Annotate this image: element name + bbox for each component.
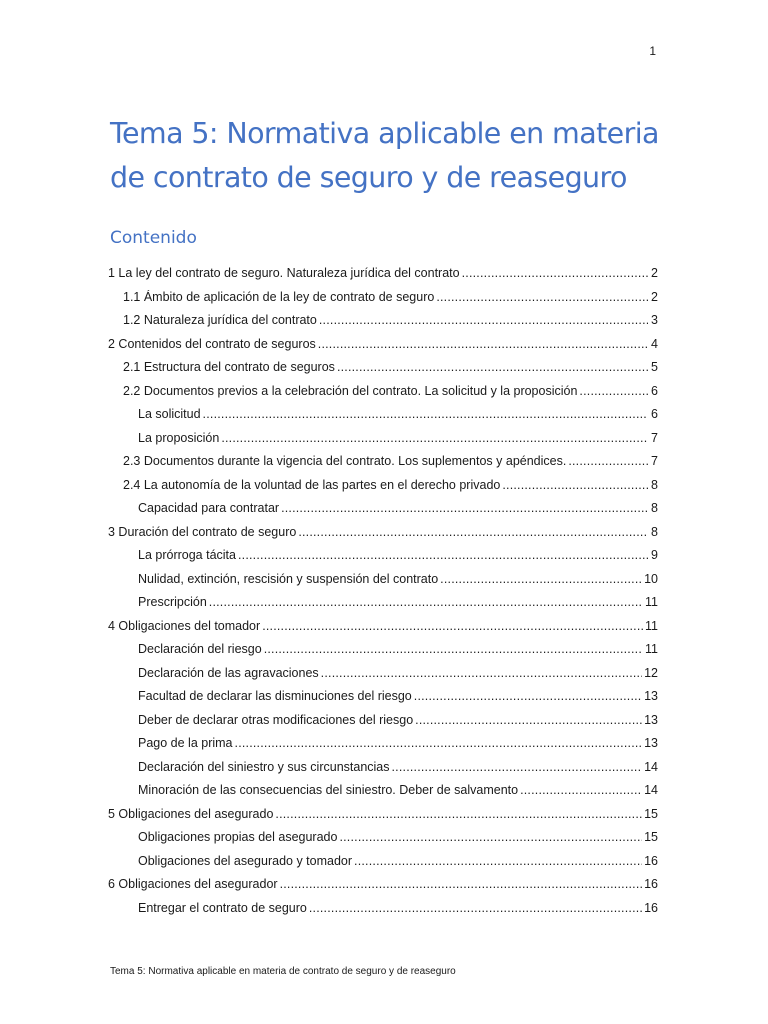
toc-entry-text: Prescripción (138, 595, 207, 609)
toc-entry-text: 2.4 La autonomía de la voluntad de las partes en el derecho privado (123, 477, 501, 492)
toc-entry[interactable] (108, 572, 658, 596)
toc-page-number: 8 (651, 477, 658, 492)
toc-entry-text: 2 Contenidos del contrato de seguros (108, 336, 316, 351)
toc-page-number: 14 (644, 783, 658, 797)
toc-page-number: 11 (645, 642, 658, 656)
toc-entry-text: 1.1 Ámbito de aplicación de la ley de contrato de seguro (123, 289, 435, 304)
toc-dot-leader (309, 901, 642, 915)
toc-entry-text: 4 Obligaciones del tomador (108, 618, 261, 633)
toc-dot-leader (520, 783, 642, 797)
toc-page-number: 13 (644, 736, 658, 750)
toc-dot-leader (502, 478, 648, 492)
toc-page-number: 14 (644, 759, 658, 774)
page-title: Tema 5: Normativa aplicable en materia de contrato de seguro y de reaseguro (110, 117, 659, 194)
toc-entry[interactable] (108, 478, 658, 502)
toc-page-number: 11 (645, 595, 658, 609)
toc-page-number: 12 (644, 665, 658, 680)
toc-dot-leader (318, 337, 648, 351)
toc-dot-leader (462, 266, 648, 280)
toc-entry[interactable] (108, 454, 658, 478)
toc-entry[interactable] (108, 525, 658, 549)
toc-page-number: 8 (651, 501, 658, 515)
toc-dot-leader (203, 407, 648, 421)
toc-entry[interactable] (108, 666, 658, 690)
toc-entry-text: Declaración del riesgo (138, 642, 262, 656)
toc-entry[interactable] (108, 548, 658, 572)
toc-dot-leader (264, 642, 643, 656)
toc-page-number: 10 (644, 571, 658, 586)
toc-entry[interactable] (108, 337, 658, 361)
toc-page-number: 8 (651, 524, 658, 539)
toc-page-number: 7 (651, 430, 658, 445)
toc-entry-text: La proposición (138, 430, 220, 445)
toc-page-number: 15 (644, 806, 658, 821)
toc-entry-text: Obligaciones propias del asegurado (138, 830, 338, 844)
toc-dot-leader (339, 830, 642, 844)
toc-page-number: 11 (645, 618, 658, 633)
toc-dot-leader (298, 525, 648, 539)
toc-dot-leader (568, 454, 648, 468)
toc-dot-leader (319, 313, 648, 327)
toc-entry[interactable] (108, 713, 658, 737)
toc-entry[interactable] (108, 619, 658, 643)
toc-page-number: 3 (651, 313, 658, 327)
toc-dot-leader (579, 384, 648, 398)
toc-dot-leader (209, 595, 643, 609)
toc-dot-leader (337, 360, 648, 374)
toc-entry[interactable] (108, 290, 658, 314)
toc-dot-leader (221, 431, 648, 445)
toc-entry[interactable] (108, 736, 658, 760)
toc-entry-text: Declaración de las agravaciones (138, 665, 319, 680)
toc-dot-leader (436, 290, 648, 304)
toc-entry-text: 6 Obligaciones del asegurador (108, 877, 278, 891)
toc-dot-leader (392, 760, 643, 774)
toc-entry-text: La prórroga tácita (138, 548, 236, 562)
toc-entry[interactable] (108, 807, 658, 831)
toc-page-number: 6 (651, 383, 658, 398)
toc-page-number: 2 (651, 266, 658, 280)
toc-entry[interactable] (108, 830, 658, 854)
toc-dot-leader (275, 807, 642, 821)
toc-dot-leader (414, 689, 642, 703)
toc-entry[interactable] (108, 901, 658, 925)
toc-entry[interactable] (108, 877, 658, 901)
toc-page-number: 16 (644, 877, 658, 891)
toc-page-number: 9 (651, 548, 658, 562)
toc-page-number: 6 (651, 407, 658, 421)
toc-entry-text: 2.1 Estructura del contrato de seguros (123, 360, 335, 374)
toc-entry[interactable] (108, 854, 658, 878)
table-of-contents (108, 266, 658, 924)
toc-dot-leader (415, 713, 642, 727)
toc-page-number: 4 (651, 336, 658, 351)
toc-entry[interactable] (108, 689, 658, 713)
toc-dot-leader (262, 619, 643, 633)
toc-entry-text: Capacidad para contratar (138, 501, 280, 515)
toc-entry-text: Pago de la prima (138, 736, 233, 750)
toc-page-number: 16 (644, 853, 658, 868)
toc-entry[interactable] (108, 783, 658, 807)
toc-dot-leader (440, 572, 642, 586)
toc-entry-text: Deber de declarar otras modificaciones del riesgo (138, 712, 414, 727)
toc-entry[interactable] (108, 266, 658, 290)
toc-entry[interactable] (108, 760, 658, 784)
toc-entry[interactable] (108, 407, 658, 431)
toc-entry-text: Facultad de declarar las disminuciones del riesgo (138, 689, 412, 703)
toc-dot-leader (354, 854, 642, 868)
toc-page-number: 13 (644, 712, 658, 727)
toc-dot-leader (321, 666, 642, 680)
toc-entry[interactable] (108, 313, 658, 337)
toc-page-number: 5 (651, 360, 658, 374)
toc-entry[interactable] (108, 431, 658, 455)
toc-entry[interactable] (108, 642, 658, 666)
toc-entry[interactable] (108, 595, 658, 619)
toc-entry-text: 5 Obligaciones del asegurado (108, 806, 274, 821)
toc-dot-leader (238, 548, 648, 562)
toc-entry[interactable] (108, 501, 658, 525)
page-footer: Tema 5: Normativa aplicable en materia de contrato de seguro y de reaseguro (110, 966, 456, 977)
page-number: 1 (649, 44, 656, 58)
toc-page-number: 7 (651, 454, 658, 468)
toc-page-number: 2 (651, 289, 658, 304)
toc-entry-text: 2.3 Documentos durante la vigencia del contrato. Los suplementos y apéndices. (123, 454, 567, 468)
toc-entry-text: 1.2 Naturaleza jurídica del contrato (123, 313, 317, 327)
toc-entry-text: 2.2 Documentos previos a la celebración del contrato. La solicitud y la proposición (123, 383, 578, 398)
toc-dot-leader (280, 877, 643, 891)
toc-page-number: 13 (644, 689, 658, 703)
toc-page-number: 16 (644, 900, 658, 915)
toc-heading: Contenido (110, 228, 197, 248)
toc-entry-text: La solicitud (138, 407, 201, 421)
toc-entry-text: Entregar el contrato de seguro (138, 900, 307, 915)
toc-entry-text: Obligaciones del asegurado y tomador (138, 853, 353, 868)
toc-entry[interactable] (108, 384, 658, 408)
toc-entry[interactable] (108, 360, 658, 384)
toc-entry-text: Minoración de las consecuencias del siniestro. Deber de salvamento (138, 783, 519, 797)
toc-entry-text: Declaración del siniestro y sus circunstancias (138, 759, 390, 774)
toc-dot-leader (281, 501, 648, 515)
toc-entry-text: 1 La ley del contrato de seguro. Naturaleza jurídica del contrato (108, 266, 460, 280)
toc-entry-text: Nulidad, extinción, rescisión y suspensión del contrato (138, 571, 439, 586)
toc-dot-leader (235, 736, 643, 750)
toc-page-number: 15 (644, 830, 658, 844)
toc-entry-text: 3 Duración del contrato de seguro (108, 524, 297, 539)
